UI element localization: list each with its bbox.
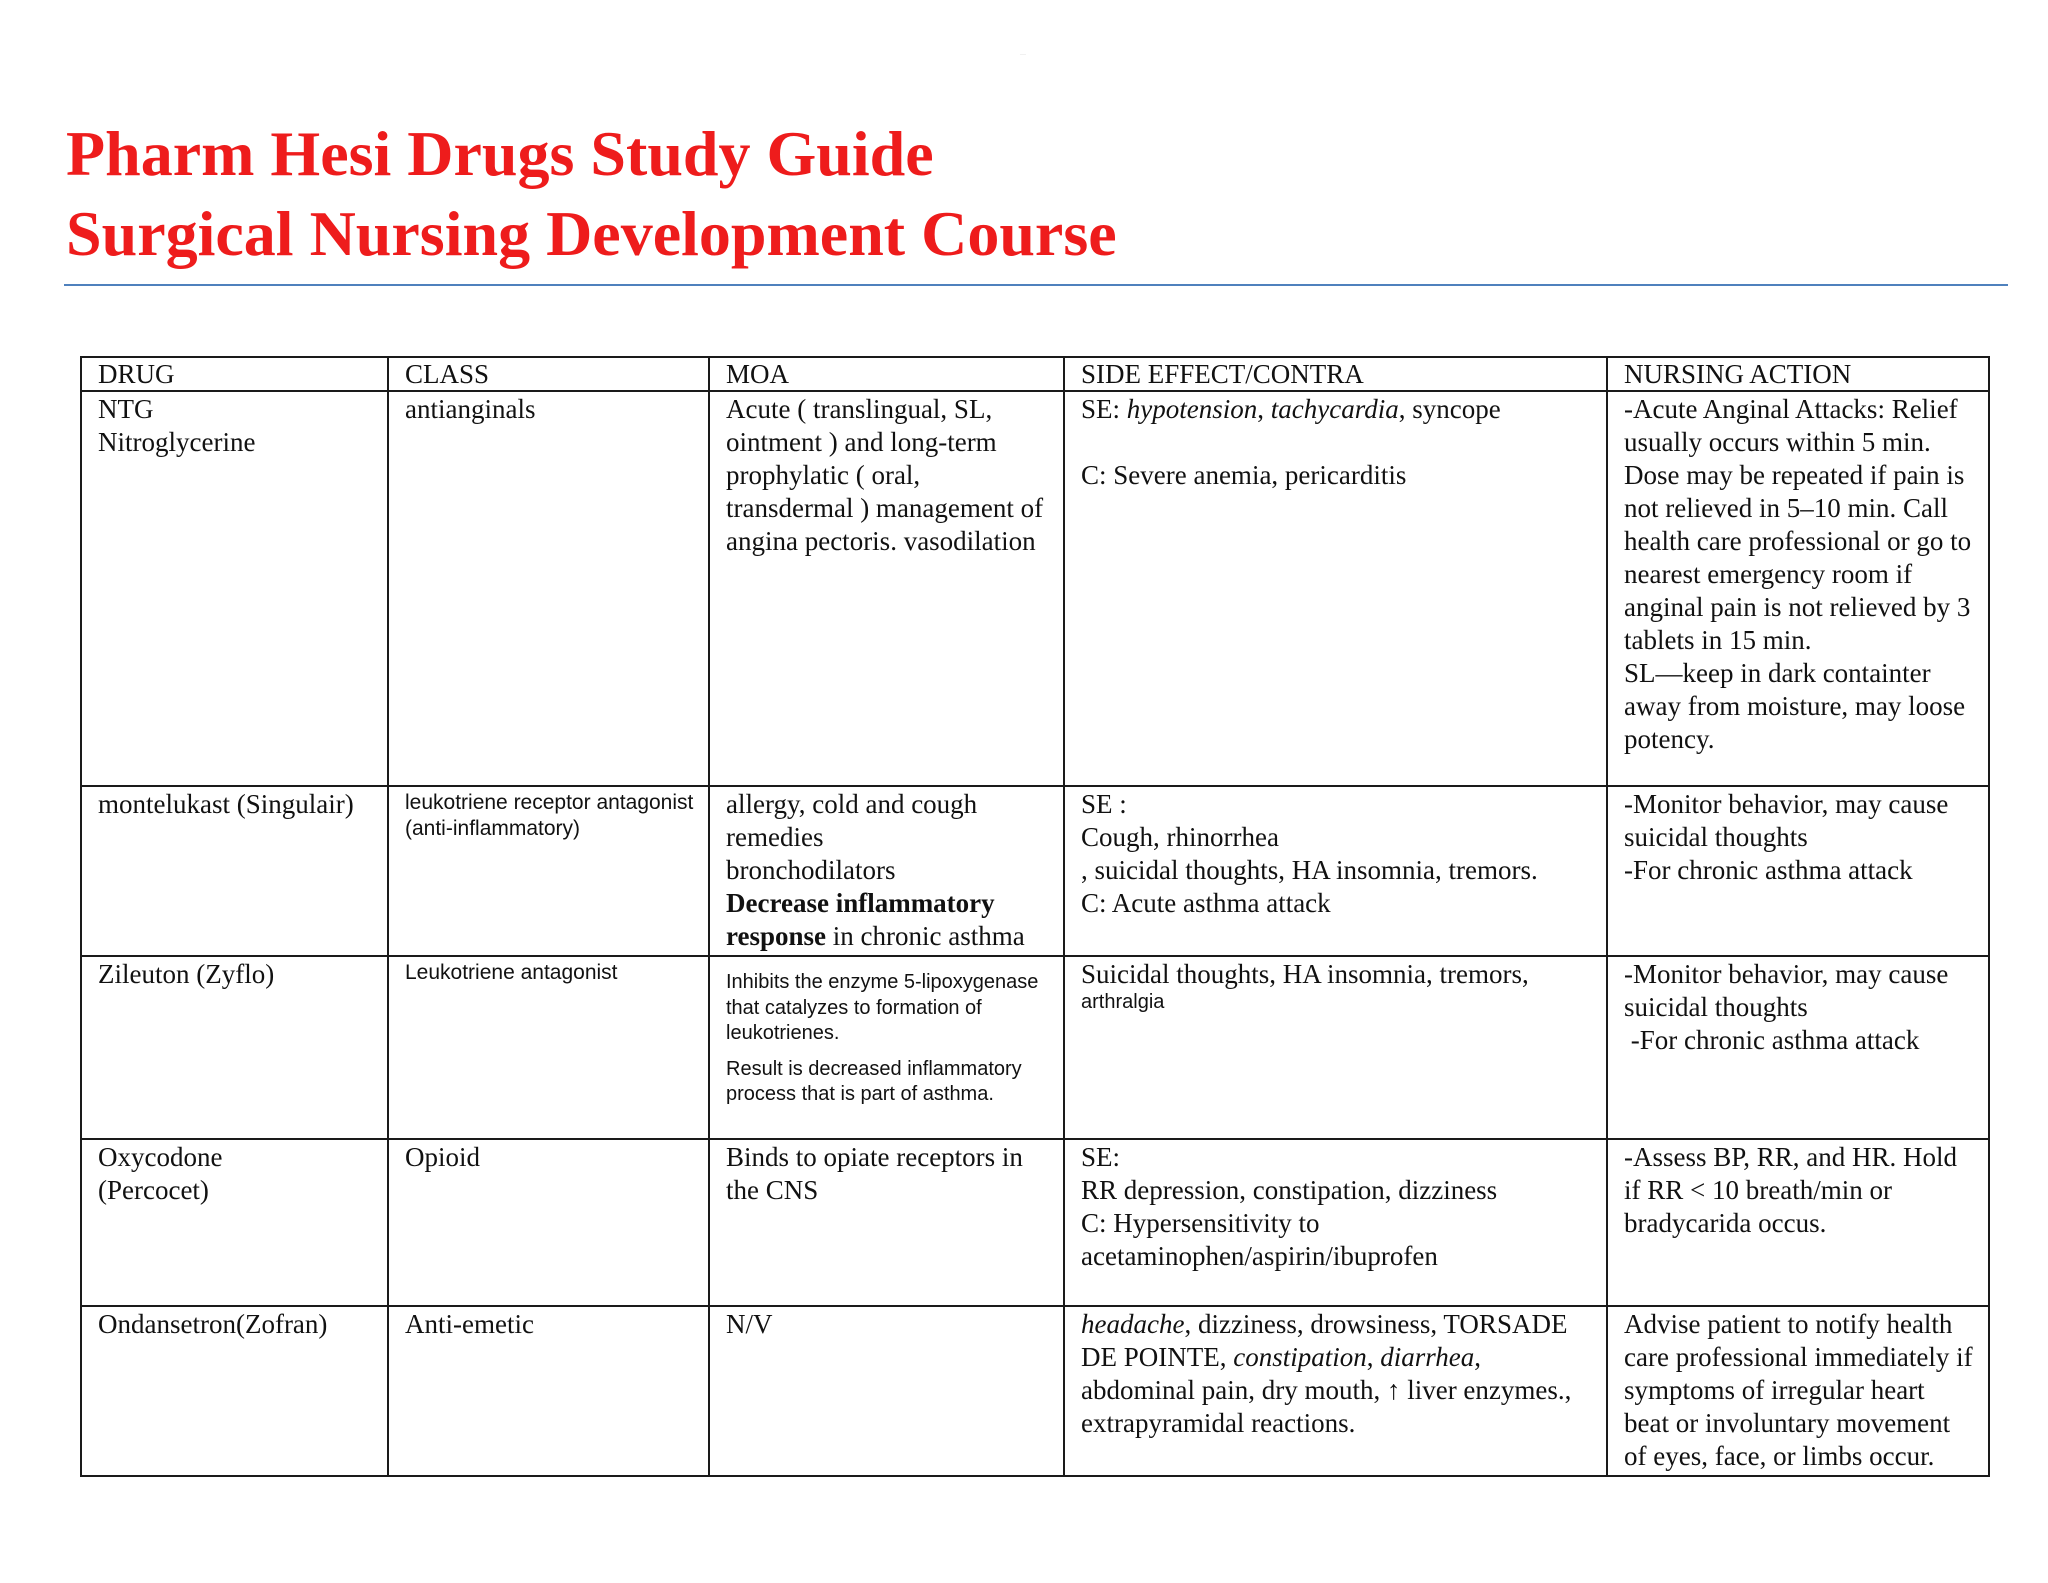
side-effect-text: , dizziness, drowsiness, TORSADE DE POINTE,	[1081, 1309, 1568, 1372]
side-effect-item: hypotension	[1126, 394, 1258, 424]
moa-text	[726, 887, 1049, 953]
side-effects	[1081, 393, 1592, 426]
drug-cell	[81, 391, 388, 786]
class-text: Leukotriene antagonist	[405, 961, 618, 984]
side-effects: RR depression, constipation, dizziness	[1081, 1175, 1498, 1205]
side-effect-cell	[1064, 391, 1607, 786]
nursing-action-cell	[1607, 786, 1989, 956]
side-effect-text: , abdominal pain, dry mouth, ↑ liver enzymes., extrapyramidal reactions.	[1081, 1342, 1572, 1438]
nursing-action-text: -For chronic asthma attack	[1624, 855, 1913, 885]
drug-name: NTG	[98, 394, 154, 424]
side-effects: Cough, rhinorrhea	[1081, 822, 1279, 852]
side-effect-sep: ,	[1366, 1342, 1381, 1372]
moa-text: bronchodilators	[726, 855, 896, 885]
moa-emphasis: Decrease inflammatory response	[726, 888, 995, 951]
nursing-action-cell	[1607, 391, 1989, 786]
side-effect-label: SE:	[1081, 394, 1127, 424]
class-text: leukotriene receptor antagonist (anti-inflammatory)	[405, 791, 694, 840]
moa-text: Result is decreased inflammatory process that is part of asthma.	[726, 1057, 1022, 1105]
side-effect-item: tachycardia	[1270, 394, 1399, 424]
side-effect-sep: ,	[1257, 394, 1271, 424]
side-effect-item: constipation	[1233, 1342, 1367, 1372]
column-header-side-effect: SIDE EFFECT/CONTRA	[1064, 357, 1607, 391]
class-cell	[388, 786, 709, 956]
moa-text: allergy, cold and cough remedies	[726, 789, 978, 852]
table-row	[81, 1139, 1989, 1306]
moa-text-rest: in chronic asthma	[826, 921, 1025, 951]
side-effect-cell	[1064, 1139, 1607, 1306]
side-effect-label: SE :	[1081, 789, 1127, 819]
title-divider	[64, 284, 2008, 286]
side-effect-cell	[1064, 1306, 1607, 1476]
table-header-row	[81, 357, 1989, 391]
moa-cell: Binds to opiate receptors in the CNS	[709, 1139, 1064, 1306]
moa-cell: Acute ( translingual, SL, ointment ) and long-term prophylatic ( oral, transdermal ) management of angina pectoris. vasodilation	[709, 391, 1064, 786]
class-cell: Anti-emetic	[388, 1306, 709, 1476]
table-row	[81, 391, 1989, 786]
spacer	[1081, 426, 1592, 459]
title-line-2: Surgical Nursing Development Course	[66, 198, 1117, 269]
page-header-mark: ——	[1020, 52, 1026, 56]
drug-cell	[81, 1139, 388, 1306]
nursing-action-text: -Monitor behavior, may cause suicidal thoughts	[1624, 789, 1949, 852]
nursing-action-text: -Acute Anginal Attacks: Relief usually occurs within 5 min. Dose may be repeated if pain is not relieved in 5–10 min. Call health care professional or go to nearest emergency room if anginal pain is not relieved by 3 tablets in 15 min.	[1624, 394, 1972, 655]
nursing-action-text: SL—keep in dark containter away from moisture, may loose potency.	[1624, 658, 1966, 754]
moa-text: Inhibits the enzyme 5-lipoxygenase that catalyzes to formation of leukotrienes.	[726, 971, 1039, 1044]
side-effects: , suicidal thoughts, HA insomnia, tremors.	[1081, 855, 1538, 885]
drug-table	[80, 356, 1990, 1477]
contraindications: C: Severe anemia, pericarditis	[1081, 460, 1407, 490]
drug-name-full: Nitroglycerine	[98, 427, 256, 457]
contraindications: C: Acute asthma attack	[1081, 888, 1331, 918]
title-line-1: Pharm Hesi Drugs Study Guide	[66, 118, 934, 189]
nursing-action-text: -For chronic asthma attack	[1624, 1025, 1920, 1055]
side-effects: arthralgia	[1081, 991, 1165, 1013]
table-row	[81, 1306, 1989, 1476]
moa-cell	[709, 786, 1064, 956]
column-header-nursing-action: NURSING ACTION	[1607, 357, 1989, 391]
side-effect-item: headache	[1081, 1309, 1185, 1339]
side-effects: Suicidal thoughts, HA insomnia, tremors,	[1081, 959, 1529, 989]
column-header-moa: MOA	[709, 357, 1064, 391]
drug-name: Oxycodone	[98, 1142, 223, 1172]
class-cell: antianginals	[388, 391, 709, 786]
nursing-action-cell: -Assess BP, RR, and HR. Hold if RR < 10 breath/min or bradycarida occus.	[1607, 1139, 1989, 1306]
drug-cell: Ondansetron(Zofran)	[81, 1306, 388, 1476]
nursing-action-cell	[1607, 956, 1989, 1139]
side-effect-text: , syncope	[1398, 394, 1501, 424]
class-cell: Opioid	[388, 1139, 709, 1306]
moa-cell: N/V	[709, 1306, 1064, 1476]
side-effect-item: diarrhea	[1380, 1342, 1475, 1372]
column-header-class: CLASS	[388, 357, 709, 391]
column-header-drug: DRUG	[81, 357, 388, 391]
drug-cell: montelukast (Singulair)	[81, 786, 388, 956]
side-effect-cell	[1064, 956, 1607, 1139]
class-cell	[388, 956, 709, 1139]
side-effect-cell	[1064, 786, 1607, 956]
drug-cell: Zileuton (Zyflo)	[81, 956, 388, 1139]
nursing-action-text: -Monitor behavior, may cause suicidal thoughts	[1624, 959, 1949, 1022]
page-title	[66, 114, 1117, 274]
table-row	[81, 956, 1989, 1139]
moa-cell	[709, 956, 1064, 1139]
drug-brand: (Percocet)	[98, 1175, 209, 1205]
table-row	[81, 786, 1989, 956]
nursing-action-cell: Advise patient to notify health care professional immediately if symptoms of irregular heart beat or involuntary movement of eyes, face, or limbs occur.	[1607, 1306, 1989, 1476]
side-effect-label: SE:	[1081, 1142, 1121, 1172]
contraindications: C: Hypersensitivity to acetaminophen/aspirin/ibuprofen	[1081, 1208, 1438, 1271]
